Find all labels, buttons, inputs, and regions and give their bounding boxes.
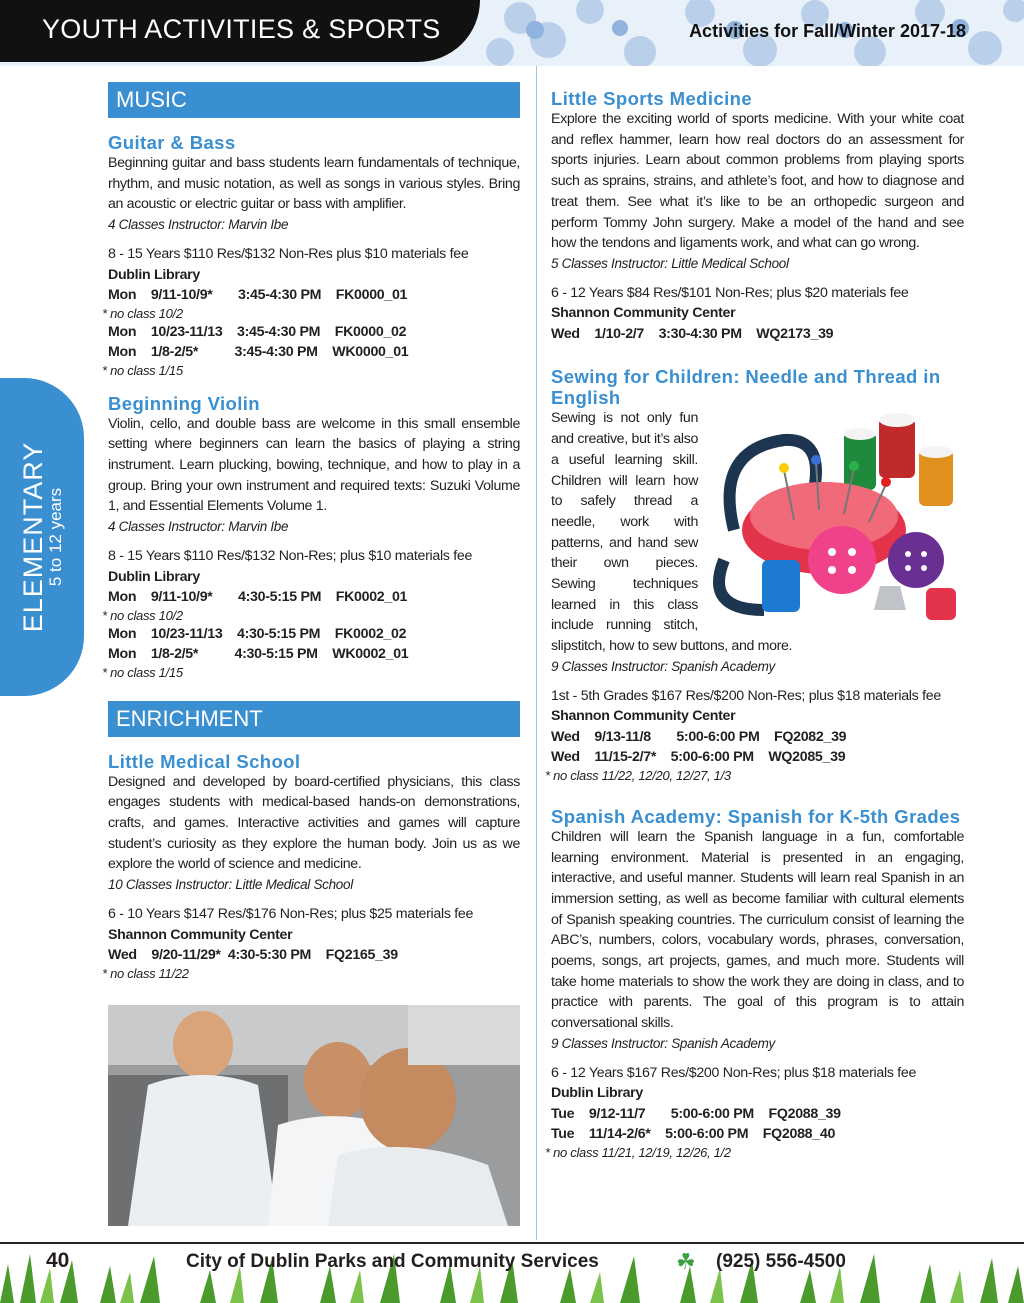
course-description: Beginning guitar and bass students learn fundamentals of technique, rhythm, and music notation, as well as songs in various styles. Bring an acoustic or electric guitar or bass with amplifier. bbox=[108, 155, 520, 213]
session-row: Mon 1/8-2/5* 4:30-5:15 PM WK0002_01 bbox=[108, 646, 409, 663]
session-row: Tue 11/14-2/6* 5:00-6:00 PM FQ2088_40 bbox=[551, 1126, 836, 1143]
session-row: Wed 9/13-11/8 5:00-6:00 PM FQ2082_39 bbox=[551, 728, 847, 745]
page-section-title: YOUTH ACTIVITIES & SPORTS bbox=[42, 14, 441, 44]
course-title: Guitar & Bass bbox=[108, 132, 236, 153]
footer-text bbox=[0, 1249, 1024, 1279]
left-column bbox=[102, 82, 520, 982]
course-location: Dublin Library bbox=[551, 1085, 643, 1102]
course-fee: 6 - 10 Years $147 Res/$176 Non-Res; plus $25 materials fee bbox=[108, 906, 474, 923]
course-guitar-bass bbox=[102, 132, 520, 379]
course-little-sports-medicine bbox=[551, 88, 964, 344]
children-lab-coats-photo bbox=[108, 1005, 520, 1226]
session-row: Wed 1/10-2/7 3:30-4:30 PM WQ2173_39 bbox=[551, 325, 834, 342]
course-location: Dublin Library bbox=[108, 568, 200, 585]
session-note: * no class 11/22 bbox=[102, 965, 189, 981]
session-note: * no class 11/22, 12/20, 12/27, 1/3 bbox=[545, 767, 731, 783]
course-title: Spanish Academy: Spanish for K-5th Grades bbox=[551, 805, 961, 827]
course-little-medical-school bbox=[102, 750, 520, 982]
page-number: 40 bbox=[46, 1249, 70, 1272]
course-location: Dublin Library bbox=[108, 266, 200, 283]
course-title: Beginning Violin bbox=[108, 392, 260, 414]
course-description: Violin, cello, and double bass are welcome in this small ensemble setting where beginners can learn the basics of playing a string instrument. Learn plucking, bowing, technique, and how to play in a group. Bring your own instrument and required texts: Suzuki Volume 1, and Essential Elements Volume 1. bbox=[108, 415, 520, 515]
session-note: * no class 10/2 bbox=[102, 305, 183, 321]
session-row: Mon 1/8-2/5* 3:45-4:30 PM WK0000_01 bbox=[108, 344, 409, 361]
session-note: * no class 1/15 bbox=[102, 362, 183, 378]
session-row: Mon 9/11-10/9* 3:45-4:30 PM FK0000_01 bbox=[108, 287, 408, 304]
footer-rule bbox=[0, 1242, 1024, 1244]
course-meta: 4 Classes Instructor: Marvin Ibe bbox=[108, 217, 289, 233]
course-sewing-for-children bbox=[545, 366, 964, 783]
course-location: Shannon Community Center bbox=[108, 926, 293, 943]
sewing-supplies-image bbox=[704, 410, 964, 624]
session-row: Mon 10/23-11/13 3:45-4:30 PM FK0000_02 bbox=[108, 323, 407, 340]
page-header bbox=[0, 0, 1024, 66]
session-row: Mon 10/23-11/13 4:30-5:15 PM FK0002_02 bbox=[108, 625, 407, 642]
course-meta: 9 Classes Instructor: Spanish Academy bbox=[551, 658, 776, 674]
course-description: Designed and developed by board-certified physicians, this class engages students with medical-based hands-on demonstrations, crafts, and games. Interactive activities and games will capture student’s curiosity as they explore the human body. Join us as we explore the world of science and medicine. bbox=[108, 773, 520, 873]
clover-icon: ☘ bbox=[676, 1249, 696, 1274]
right-column bbox=[545, 88, 964, 1161]
session-row: Wed 11/15-2/7* 5:00-6:00 PM WQ2085_39 bbox=[551, 749, 846, 766]
phone-number: (925) 556-4500 bbox=[716, 1251, 846, 1272]
course-fee: 6 - 12 Years $84 Res/$101 Non-Res; plus $20 materials fee bbox=[551, 284, 909, 301]
session-note: * no class 10/2 bbox=[102, 607, 183, 623]
organization-name: City of Dublin Parks and Community Services bbox=[186, 1251, 599, 1272]
session-row: Mon 9/11-10/9* 4:30-5:15 PM FK0002_01 bbox=[108, 589, 408, 606]
column-divider bbox=[536, 66, 537, 1240]
age-group-label bbox=[19, 442, 65, 633]
course-fee: 8 - 15 Years $110 Res/$132 Non-Res; plus $10 materials fee bbox=[108, 548, 473, 565]
age-range: 5 to 12 years bbox=[46, 487, 65, 587]
section-heading-music: MUSIC bbox=[108, 82, 520, 118]
season-label: Activities for Fall/Winter 2017-18 bbox=[689, 21, 966, 41]
course-meta: 10 Classes Instructor: Little Medical School bbox=[108, 877, 353, 893]
session-note: * no class 11/21, 12/19, 12/26, 1/2 bbox=[545, 1144, 731, 1160]
course-title: Sewing for Children: Needle and Thread in English bbox=[551, 366, 941, 409]
course-description: Sewing is not only fun and creative, but it’s also a useful learning skill. Children will learn how to safely thread a needle, work with patterns, and hand sew their own pieces. Sewing techniques learned in this class include running stitch, slipstitch, how to sew buttons, and more. bbox=[551, 410, 793, 655]
course-meta: 5 Classes Instructor: Little Medical School bbox=[551, 255, 789, 271]
course-title: Little Sports Medicine bbox=[551, 88, 753, 109]
course-description: Explore the exciting world of sports medicine. With your white coat and reflex hammer, learn how real doctors do an assessment for sports injuries. Learn about common problems from playing sports such as sprains, strains, and athlete’s foot, and how to diagnose and treat them. See what it’s like to be an orthopedic surgeon and perform Tommy John surgery. Make a model of the hand and see how the tendons and ligaments work, and what can go wrong. bbox=[551, 111, 964, 252]
course-meta: 9 Classes Instructor: Spanish Academy bbox=[551, 1035, 776, 1051]
section-heading-enrichment: ENRICHMENT bbox=[108, 701, 520, 737]
course-title: Little Medical School bbox=[108, 750, 301, 772]
session-row: Wed 9/20-11/29* 4:30-5:30 PM FQ2165_39 bbox=[108, 947, 398, 964]
course-beginning-violin bbox=[102, 392, 520, 681]
session-row: Tue 9/12-11/7 5:00-6:00 PM FQ2088_39 bbox=[551, 1105, 841, 1122]
course-meta: 4 Classes Instructor: Marvin Ibe bbox=[108, 519, 289, 535]
session-note: * no class 1/15 bbox=[102, 664, 183, 680]
age-group-title: ELEMENTARY bbox=[18, 441, 48, 633]
course-location: Shannon Community Center bbox=[551, 708, 736, 725]
course-description: Children will learn the Spanish language in a fun, comfortable learning environment. Material is presented in an engaging, interactive, and useful manner. Students will learn real Spanish in an immersion setting, as well as become familiar with cultural elements of Spanish speaking countries. The curriculum consist of learning the ABC’s, numbers, colors, vocabulary words, phrases, conversation, poems, songs, art projects, games, and much more. Students will take home materials to show the work they are doing in class, and to practice with parents. The goal of this program is to attain conversational skills. bbox=[551, 828, 964, 1032]
course-fee: 8 - 15 Years $110 Res/$132 Non-Res plus $10 materials fee bbox=[108, 246, 469, 263]
course-fee: 1st - 5th Grades $167 Res/$200 Non-Res; plus $18 materials fee bbox=[551, 687, 941, 704]
course-location: Shannon Community Center bbox=[551, 305, 736, 322]
page-footer bbox=[0, 1236, 1024, 1303]
course-fee: 6 - 12 Years $167 Res/$200 Non-Res; plus $18 materials fee bbox=[551, 1064, 917, 1081]
course-spanish-academy bbox=[545, 805, 964, 1161]
